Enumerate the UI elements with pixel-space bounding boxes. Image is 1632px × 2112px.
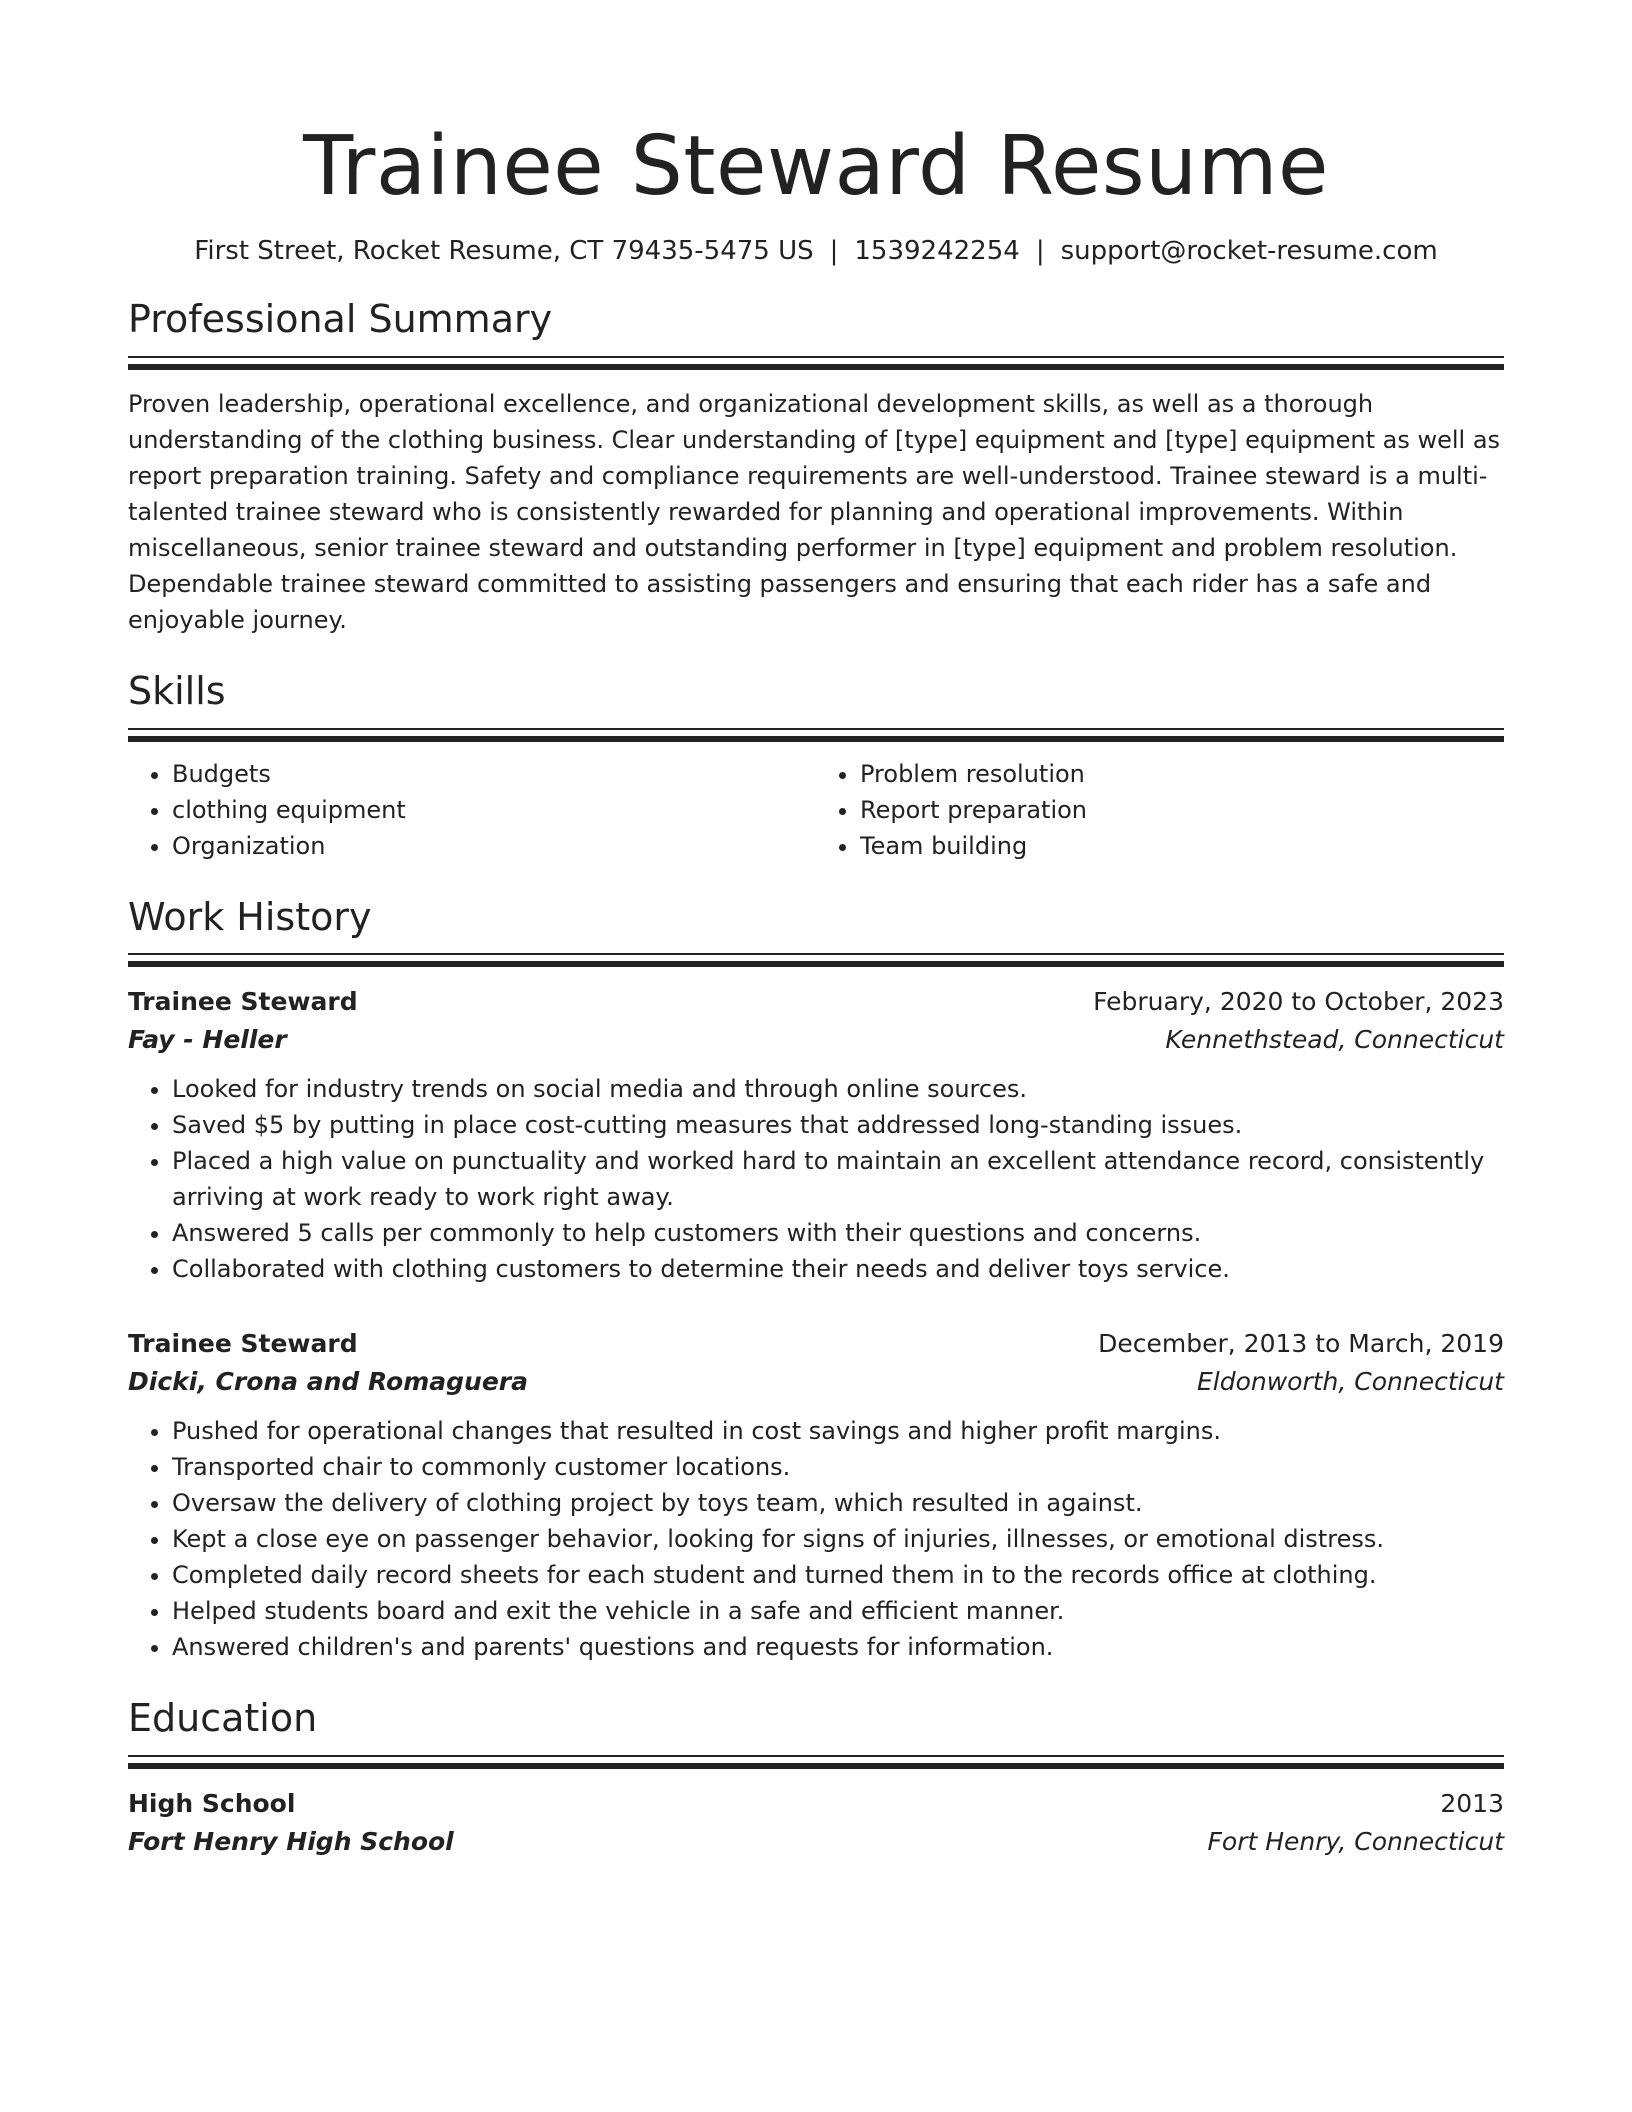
skill-item: • Budgets (172, 756, 816, 792)
job-entry (128, 983, 1504, 1287)
page-title: Trainee Steward Resume (303, 119, 1329, 214)
contact-address: First Street, Rocket Resume, CT 79435-5475 US (194, 236, 814, 267)
contact-separator: | (829, 236, 839, 267)
skills-left-list (128, 756, 816, 864)
summary-heading: Professional Summary (128, 297, 553, 342)
job-entry (128, 1325, 1504, 1665)
job-title: Trainee Steward (128, 987, 358, 1017)
education-entry (128, 1785, 1504, 1861)
skill-item: • Organization (172, 828, 816, 864)
skills-heading: Skills (128, 669, 226, 714)
job-bullet: • Collaborated with clothing customers to determine their needs and deliver toys service. (172, 1251, 1504, 1287)
job-bullet: • Helped students board and exit the vehicle in a safe and efficient manner. (172, 1593, 1504, 1629)
skill-item: • Team building (860, 828, 1504, 864)
summary-text: Proven leadership, operational excellence, and organizational development skills, as well as a thorough understanding of the clothing business. Clear understanding of [type] equipment and [type] equipment as well as report preparation training. Safety and compliance requirements are well-understood. Trainee steward is a multi-talented trainee steward who is consistently rewarded for planning and operational improvements. Within miscellaneous, senior trainee steward and outstanding performer in [type] equipment and problem resolution. Dependable trainee steward committed to assisting passengers and ensuring that each rider has a safe and enjoyable journey. (128, 390, 1501, 635)
job-bullet: • Kept a close eye on passenger behavior, looking for signs of injuries, illnesses, or emotional distress. (172, 1521, 1504, 1557)
contact-line (128, 236, 1504, 266)
skills-section (128, 670, 1504, 864)
education-location: Fort Henry, Connecticut (1207, 1827, 1504, 1857)
job-header (128, 983, 1504, 1021)
section-divider (128, 356, 1504, 370)
job-location: Kennethstead, Connecticut (1165, 1025, 1504, 1055)
summary-section (128, 298, 1504, 638)
section-divider (128, 953, 1504, 967)
job-header (128, 1325, 1504, 1363)
education-school: Fort Henry High School (128, 1827, 454, 1857)
education-header (128, 1785, 1504, 1823)
job-bullet: • Transported chair to commonly customer locations. (172, 1449, 1504, 1485)
skills-right-list (816, 756, 1504, 864)
job-bullet: • Looked for industry trends on social media and through online sources. (172, 1071, 1504, 1107)
education-subheader (128, 1823, 1504, 1861)
education-section (128, 1697, 1504, 1861)
contact-phone: 1539242254 (854, 236, 1020, 267)
skills-columns (128, 756, 1504, 864)
contact-separator: | (1035, 236, 1045, 267)
job-title: Trainee Steward (128, 1329, 358, 1359)
job-bullets (128, 1071, 1504, 1287)
job-bullet: • Oversaw the delivery of clothing project by toys team, which resulted in against. (172, 1485, 1504, 1521)
section-divider (128, 1755, 1504, 1769)
job-bullet: • Pushed for operational changes that resulted in cost savings and higher profit margins. (172, 1413, 1504, 1449)
section-divider (128, 728, 1504, 742)
skill-item: • Report preparation (860, 792, 1504, 828)
job-bullet: • Saved $5 by putting in place cost-cutting measures that addressed long-standing issues. (172, 1107, 1504, 1143)
contact-email: support@rocket-resume.com (1060, 236, 1438, 267)
skill-item: • clothing equipment (172, 792, 816, 828)
job-company: Fay - Heller (128, 1025, 287, 1055)
job-bullets (128, 1413, 1504, 1665)
skill-item: • Problem resolution (860, 756, 1504, 792)
education-heading: Education (128, 1696, 318, 1741)
work-section (128, 896, 1504, 1666)
job-subheader (128, 1363, 1504, 1401)
job-company: Dicki, Crona and Romaguera (128, 1367, 528, 1397)
job-bullet: • Completed daily record sheets for each student and turned them in to the records office at clothing. (172, 1557, 1504, 1593)
work-heading: Work History (128, 894, 372, 939)
job-bullet: • Placed a high value on punctuality and worked hard to maintain an excellent attendance record, consistently arriving at work ready to work right away. (172, 1143, 1504, 1215)
job-subheader (128, 1021, 1504, 1059)
education-year: 2013 (1440, 1789, 1504, 1819)
education-degree: High School (128, 1789, 296, 1819)
job-bullet: • Answered 5 calls per commonly to help customers with their questions and concerns. (172, 1215, 1504, 1251)
job-location: Eldonworth, Connecticut (1196, 1367, 1504, 1397)
job-bullet: • Answered children's and parents' questions and requests for information. (172, 1629, 1504, 1665)
job-dates: December, 2013 to March, 2019 (1098, 1329, 1504, 1359)
job-dates: February, 2020 to October, 2023 (1093, 987, 1504, 1017)
